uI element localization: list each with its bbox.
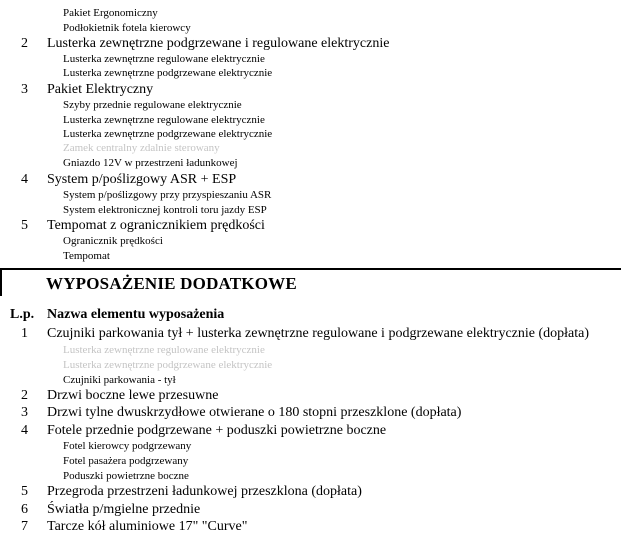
item-number: 7 xyxy=(21,519,28,534)
list-subitem: Podłokietnik fotela kierowcy xyxy=(63,22,191,34)
list-subitem: Fotel kierowcy podgrzewany xyxy=(63,440,192,452)
item-number: 2 xyxy=(21,388,28,403)
item-number: 4 xyxy=(21,172,28,187)
list-item-title: Światła p/mgielne przednie xyxy=(47,502,201,517)
list-subitem: Szyby przednie regulowane elektrycznie xyxy=(63,99,242,111)
item-number: 2 xyxy=(21,36,28,51)
list-subitem-disabled: Lusterka zewnętrzne podgrzewane elektrycznie xyxy=(63,359,273,371)
list-item-title: Tempomat z ogranicznikiem prędkości xyxy=(47,218,265,233)
list-item-title: Drzwi boczne lewe przesuwne xyxy=(47,388,219,403)
list-item-title: Czujniki parkowania tył + lusterka zewnętrzne regulowane i podgrzewane elektrycznie (dopłata) xyxy=(47,326,590,341)
list-subitem-disabled: Lusterka zewnętrzne regulowane elektrycznie xyxy=(63,344,265,356)
list-item-title: System p/poślizgowy ASR + ESP xyxy=(47,172,237,187)
list-item-title: Przegroda przestrzeni ładunkowej przeszklona (dopłata) xyxy=(47,484,362,499)
list-subitem: Tempomat xyxy=(63,250,110,262)
list-subitem: Lusterka zewnętrzne regulowane elektrycznie xyxy=(63,53,265,65)
item-number: 4 xyxy=(21,423,28,438)
list-subitem: Pakiet Ergonomiczny xyxy=(63,7,158,19)
list-item-title: Fotele przednie podgrzewane + poduszki powietrzne boczne xyxy=(47,423,387,438)
item-number: 5 xyxy=(21,484,28,499)
list-item-title: Tarcze kół aluminiowe 17" "Curve" xyxy=(47,519,248,534)
list-subitem: System p/poślizgowy przy przyspieszaniu ASR xyxy=(63,189,272,201)
section-title: WYPOSAŻENIE DODATKOWE xyxy=(46,274,297,293)
column-header-lp: L.p. xyxy=(10,307,35,322)
item-number: 5 xyxy=(21,218,28,233)
list-subitem: Lusterka zewnętrzne regulowane elektrycznie xyxy=(63,114,265,126)
list-subitem: Ogranicznik prędkości xyxy=(63,235,163,247)
item-number: 3 xyxy=(21,82,28,97)
list-subitem: Lusterka zewnętrzne podgrzewane elektrycznie xyxy=(63,67,273,79)
list-subitem: System elektronicznej kontroli toru jazdy ESP xyxy=(63,204,267,216)
list-subitem: Poduszki powietrzne boczne xyxy=(63,470,189,482)
item-number: 1 xyxy=(21,326,28,341)
column-header-name: Nazwa elementu wyposażenia xyxy=(47,307,225,322)
list-subitem: Lusterka zewnętrzne podgrzewane elektrycznie xyxy=(63,128,273,140)
list-item-title: Lusterka zewnętrzne podgrzewane i regulowane elektrycznie xyxy=(47,36,390,51)
list-subitem: Fotel pasażera podgrzewany xyxy=(63,455,189,467)
list-subitem: Czujniki parkowania - tył xyxy=(63,374,176,386)
list-item-title: Pakiet Elektryczny xyxy=(47,82,154,97)
list-subitem: Gniazdo 12V w przestrzeni ładunkowej xyxy=(63,157,238,169)
list-subitem-disabled: Zamek centralny zdalnie sterowany xyxy=(63,142,220,154)
item-number: 6 xyxy=(21,502,28,517)
item-number: 3 xyxy=(21,405,28,420)
list-item-title: Drzwi tylne dwuskrzydłowe otwierane o 180 stopni przeszklone (dopłata) xyxy=(47,405,462,420)
